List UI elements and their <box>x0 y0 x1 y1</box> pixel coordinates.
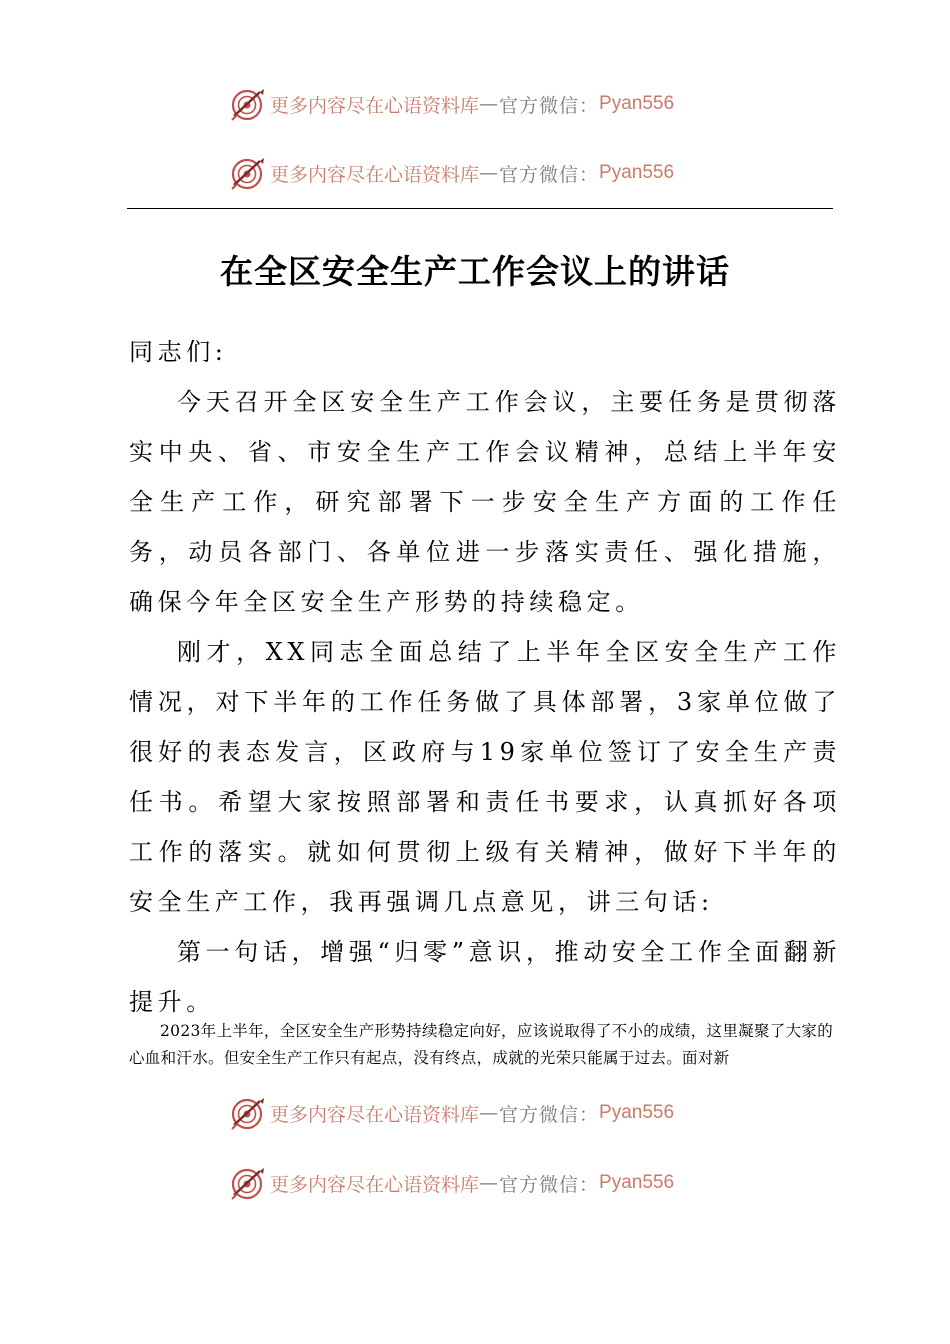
body-paragraph-3: 第一句话，增强“归零”意识，推动安全工作全面翻新提升。 <box>129 938 841 1016</box>
watermark-id: Pyan556 <box>599 93 675 114</box>
target-logo-icon <box>230 86 266 122</box>
watermark-banner-bottom-2 <box>230 1163 674 1203</box>
watermark-main-text: 更多内容尽在心语资料库 <box>270 1173 480 1196</box>
watermark-dash: — <box>479 1172 500 1194</box>
watermark-id: Pyan556 <box>599 162 675 183</box>
watermark-main-text: 更多内容尽在心语资料库 <box>270 94 480 117</box>
watermark-id: Pyan556 <box>599 1172 675 1193</box>
target-logo-icon <box>230 1165 266 1201</box>
document-title: 在全区安全生产工作会议上的讲话 <box>220 252 730 291</box>
small-paragraph: 2023年上半年，全区安全生产形势持续稳定向好，应该说取得了不小的成绩，这里凝聚了大家的心血和汗水。但安全生产工作只有起点，没有终点，成就的光荣只能属于过去。面对新 <box>129 1022 833 1067</box>
watermark-main-text: 更多内容尽在心语资料库 <box>270 163 480 186</box>
watermark-dash: — <box>479 93 500 115</box>
watermark-label: 官方微信： <box>499 1103 600 1126</box>
body-paragraph-1: 今天召开全区安全生产工作会议，主要任务是贯彻落实中央、省、市安全生产工作会议精神，总结上半年安全生产工作，研究部署下一步安全生产方面的工作任务，动员各部门、各单位进一步落实责任、强化措施，确保今年全区安全生产形势的持续稳定。 <box>129 388 841 616</box>
watermark-id: Pyan556 <box>599 1102 675 1123</box>
document-body <box>129 327 841 1027</box>
watermark-label: 官方微信： <box>499 163 600 186</box>
watermark-banner-top-1 <box>230 84 674 124</box>
salutation: 同志们: <box>129 338 228 366</box>
watermark-banner-bottom-1 <box>230 1093 674 1133</box>
header-divider <box>127 208 833 209</box>
watermark-dash: — <box>479 1102 500 1124</box>
target-logo-icon <box>230 155 266 191</box>
watermark-main-text: 更多内容尽在心语资料库 <box>270 1103 480 1126</box>
target-logo-icon <box>230 1095 266 1131</box>
watermark-label: 官方微信： <box>499 1173 600 1196</box>
small-text-block <box>129 1018 833 1072</box>
body-paragraph-2: 刚才，XX同志全面总结了上半年全区安全生产工作情况，对下半年的工作任务做了具体部署，3家单位做了很好的表态发言，区政府与19家单位签订了安全生产责任书。希望大家按照部署和责任书要求，认真抓好各项工作的落实。就如何贯彻上级有关精神，做好下半年的安全生产工作，我再强调几点意见，讲三句话: <box>129 638 841 916</box>
watermark-label: 官方微信： <box>499 94 600 117</box>
watermark-dash: — <box>479 162 500 184</box>
watermark-banner-top-2 <box>230 153 674 193</box>
